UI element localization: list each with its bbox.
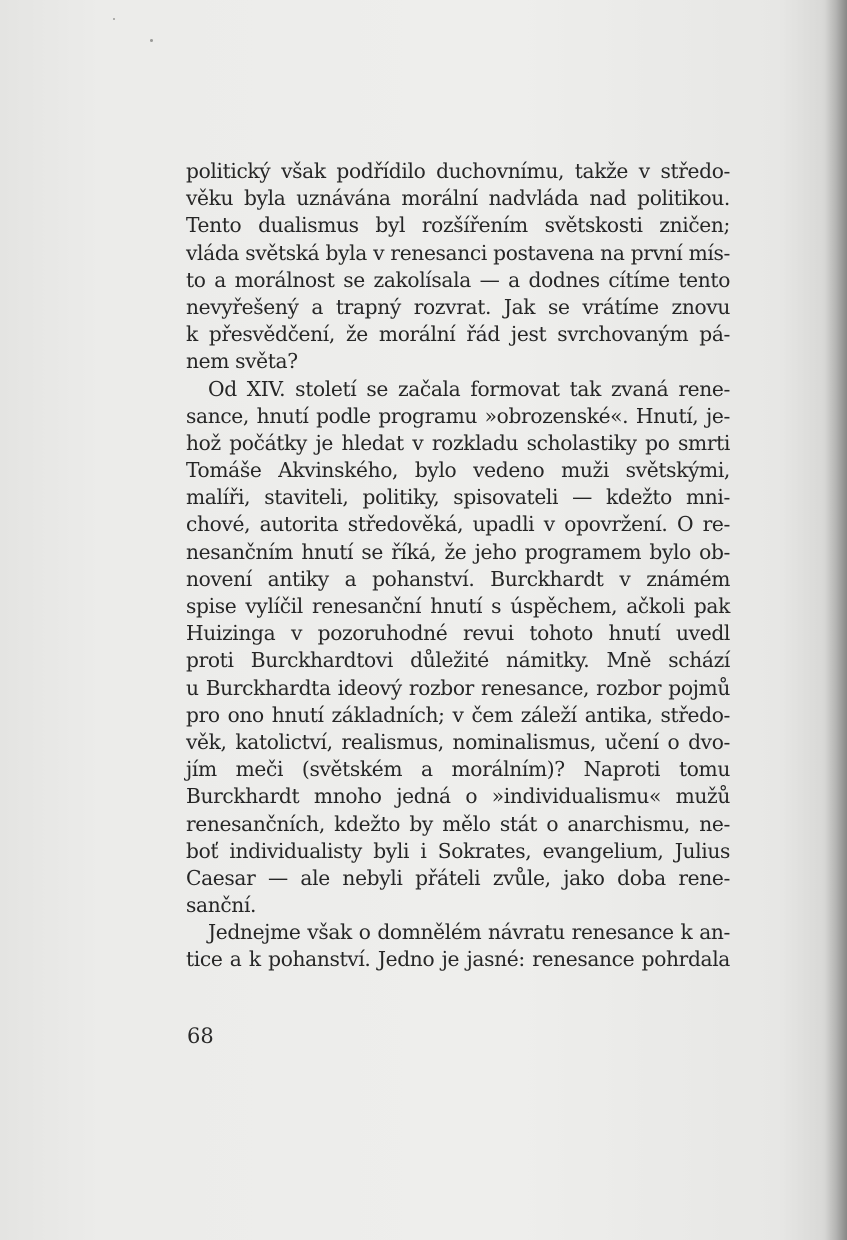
text-line: renesančních, kdežto by mělo stát o anarchismu, ne- — [186, 811, 730, 836]
text-line: spise vylíčil renesanční hnutí s úspěchem, ačkoli pak — [186, 594, 730, 618]
text-line: Tomáše Akvinského, bylo vedeno muži světskými, — [186, 458, 730, 483]
text-line: boť individualisty byli i Sokrates, evangelium, Julius — [186, 838, 730, 863]
text-line: novení antiky a pohanství. Burckhardt v známém — [186, 566, 730, 591]
text-line: k přesvědčení, že morální řád jest svrchovaným pá- — [186, 322, 730, 347]
page-number: 68 — [187, 1024, 214, 1048]
text-line: hož počátky je hledat v rozkladu scholastiky po smrti — [186, 430, 730, 455]
text-line: pro ono hnutí základních; v čem záleží antika, středo- — [186, 702, 730, 727]
text-line: tice a k pohanství. Jedno je jasné: renesance pohrdala — [186, 947, 730, 972]
text-line: Burckhardt mnoho jedná o »individualismu« mužů — [186, 784, 730, 809]
text-line: u Burckhardta ideový rozbor renesance, rozbor pojmů — [186, 675, 730, 700]
page-edge-shadow — [825, 0, 847, 1240]
text-line: malíři, staviteli, politiky, spisovateli — kdežto mni- — [186, 485, 730, 510]
text-line: to a morálnost se zakolísala — a dodnes cítíme tento — [186, 267, 730, 292]
text-line: jím meči (světském a morálním)? Naproti tomu — [186, 757, 730, 782]
text-line: politický však podřídilo duchovnímu, takže v středo- — [186, 159, 730, 183]
text-line: Tento dualismus byl rozšířením světskosti zničen; — [186, 213, 730, 238]
text-line: vláda světská byla v renesanci postavena na první mís- — [186, 240, 730, 265]
text-line: Jednejme však o domnělém návratu renesance k an- — [208, 920, 730, 945]
text-line: věk, katolictví, realismus, nominalismus, učení o dvo- — [186, 729, 730, 754]
text-line: nem světa? — [186, 349, 298, 374]
text-line: sanční. — [186, 893, 257, 918]
text-line: nevyřešený a trapný rozvrat. Jak se vrátíme znovu — [186, 294, 730, 319]
text-line: Huizinga v pozoruhodné revui tohoto hnutí uvedl — [186, 621, 730, 646]
text-line: Caesar — ale nebyli přáteli zvůle, jako doba rene- — [186, 865, 730, 890]
text-line: chové, autorita středověká, upadli v opovržení. O re- — [186, 512, 730, 537]
text-line: proti Burckhardtovi důležité námitky. Mně schází — [186, 648, 730, 673]
text-line: věku byla uznávána morální nadvláda nad politikou. — [186, 186, 730, 211]
paper-speck — [113, 18, 115, 20]
text-line: Od XIV. století se začala formovat tak zvaná rene- — [208, 376, 730, 401]
body-text — [186, 158, 730, 974]
paper-speck — [150, 39, 153, 42]
text-line: sance, hnutí podle programu »obrozenské«. Hnutí, je- — [186, 403, 730, 428]
text-line: nesančním hnutí se říká, že jeho programem bylo ob- — [186, 539, 730, 564]
